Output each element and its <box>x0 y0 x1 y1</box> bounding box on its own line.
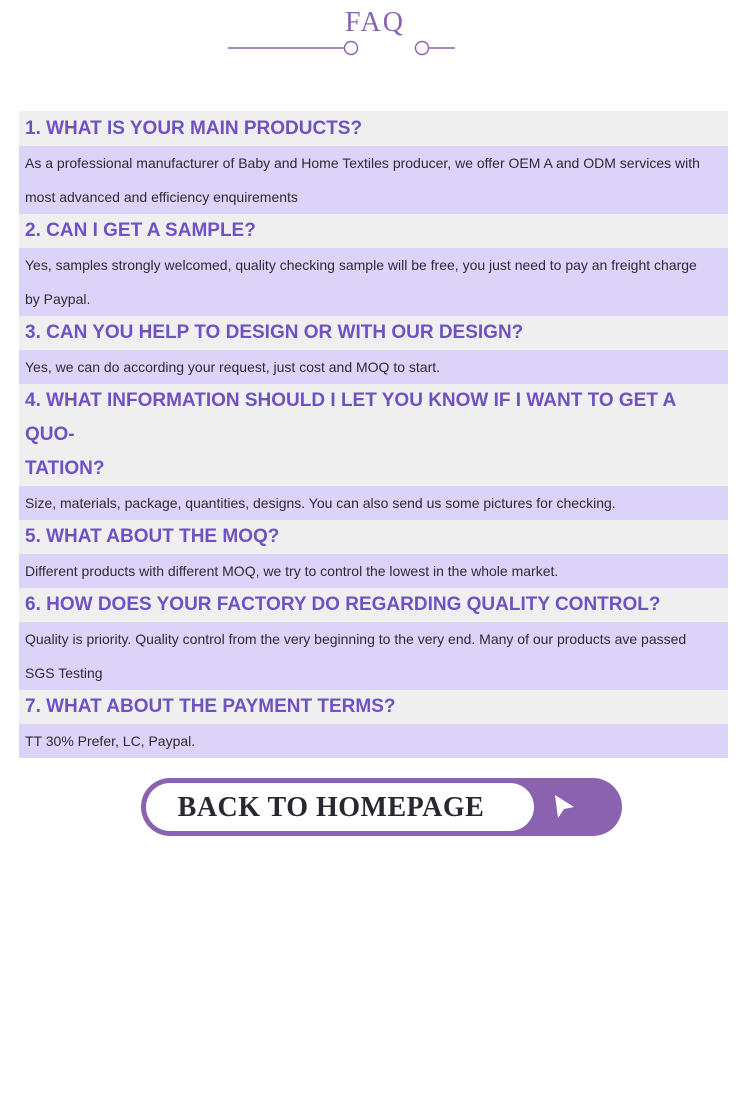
faq-answer-line: Yes, we can do according your request, just cost and MOQ to start. <box>25 359 441 375</box>
back-to-homepage-button[interactable] <box>141 778 622 836</box>
back-to-homepage-label-pill <box>146 783 534 831</box>
divider-circle-right <box>416 42 429 55</box>
faq-answer <box>19 724 728 758</box>
faq-item-2 <box>19 214 728 316</box>
faq-item-1 <box>19 111 728 214</box>
faq-question-line: 4. WHAT INFORMATION SHOULD I LET YOU KNOW IF I WANT TO GET A QUO- <box>25 390 676 445</box>
faq-item-5 <box>19 520 728 588</box>
faq-answer <box>19 554 728 588</box>
back-to-homepage-label: BACK TO HOMEPAGE <box>177 792 485 823</box>
faq-question: 6. HOW DOES YOUR FACTORY DO REGARDING QUALITY CONTROL? <box>19 588 728 622</box>
faq-answer <box>19 486 728 520</box>
faq-answer-line: SGS Testing <box>25 665 103 681</box>
faq-question: 3. CAN YOU HELP TO DESIGN OR WITH OUR DESIGN? <box>19 316 728 350</box>
divider-circle-left <box>345 42 358 55</box>
faq-question: 1. WHAT IS YOUR MAIN PRODUCTS? <box>19 111 728 146</box>
faq-answer-line: TT 30% Prefer, LC, Paypal. <box>25 733 196 749</box>
faq-item-6 <box>19 588 728 690</box>
faq-item-4 <box>19 384 728 520</box>
faq-question: 7. WHAT ABOUT THE PAYMENT TERMS? <box>19 690 728 724</box>
faq-answer <box>19 622 728 690</box>
faq-answer-line: by Paypal. <box>25 291 91 307</box>
page-title: FAQ <box>345 7 405 38</box>
faq-item-3 <box>19 316 728 384</box>
faq-question: 2. CAN I GET A SAMPLE? <box>19 214 728 248</box>
faq-answer-line: Size, materials, package, quantities, designs. You can also send us some pictures for checking. <box>25 495 616 511</box>
faq-answer <box>19 146 728 214</box>
title-divider <box>0 38 750 60</box>
faq-item-7 <box>19 690 728 758</box>
faq-answer <box>19 350 728 384</box>
play-arrow-icon <box>552 793 580 821</box>
faq-answer-line: Yes, samples strongly welcomed, quality checking sample will be free, you just need to pay an freight charge <box>25 257 697 273</box>
faq-question-line: TATION? <box>25 458 105 479</box>
faq-question <box>19 384 728 486</box>
faq-answer-line: most advanced and efficiency enquirements <box>25 189 298 205</box>
faq-answer-line: Quality is priority. Quality control from the very beginning to the very end. Many of our products ave passed <box>25 631 687 647</box>
faq-answer <box>19 248 728 316</box>
faq-question: 5. WHAT ABOUT THE MOQ? <box>19 520 728 554</box>
faq-answer-line: As a professional manufacturer of Baby and Home Textiles producer, we offer OEM A and ODM services with <box>25 155 700 171</box>
faq-list <box>19 111 728 749</box>
faq-answer-line: Different products with different MOQ, we try to control the lowest in the whole market. <box>25 563 559 579</box>
